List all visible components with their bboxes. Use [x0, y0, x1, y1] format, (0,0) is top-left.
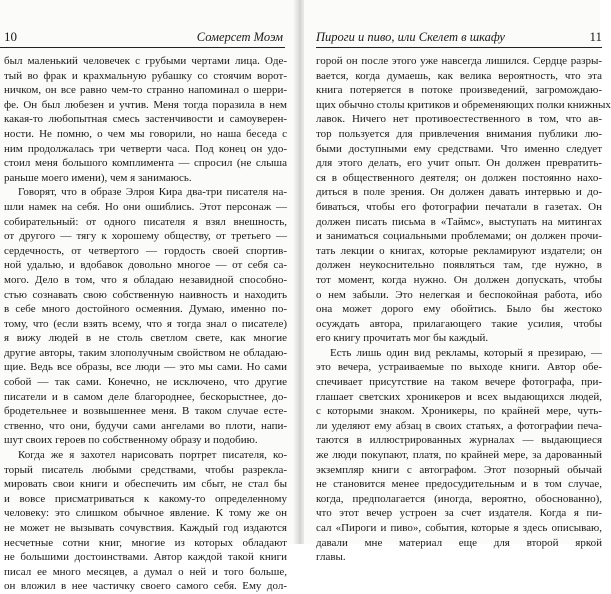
- text-line: что этот вечер устроен за счет издателя. Когда я пи-: [316, 507, 602, 520]
- text-line: диться в поле зрения. Он должен давать интервью и до-: [316, 186, 602, 199]
- left-page-number: 10: [4, 29, 17, 44]
- text-line: ной удалью, и вдобавок довольно многое — от себя са-: [4, 259, 287, 272]
- text-line: экземпляр книги с автографом. Этот позорный обычай: [316, 463, 602, 476]
- text-line: тор пользуется для привлечения внимания публики лю-: [316, 127, 602, 140]
- text-line: когда, предполагается (иногда, вероятно, обоснованно),: [316, 492, 602, 505]
- text-line: и заниматься социальными проблемами; он должен прочи-: [316, 230, 602, 243]
- right-page-number: 11: [589, 29, 602, 44]
- text-line: осуждать автора, прилагающего такие усилия, чтобы: [316, 317, 602, 330]
- text-line: несчетные сотни книг, многие из которых обладают: [4, 536, 287, 549]
- text-line: спечивает присутствие на таком вечере фотографа, при-: [316, 376, 602, 389]
- text-line: был маленький человечек с грубыми чертами лица. Оде-: [4, 55, 287, 67]
- text-line: ся в общественного деятеля; он должен постоянно нахо-: [316, 171, 602, 184]
- text-line: писал ее много месяцев, а думал о ней и того больше,: [4, 565, 287, 578]
- right-page-header: [316, 29, 602, 48]
- text-line: Когда же я захотел нарисовать портрет писателя, ко-: [18, 449, 287, 462]
- text-line: давали мне материал еще для второй яркой: [316, 536, 602, 549]
- text-line: другие авторы, таким злополучным свойством не обладаю-: [4, 346, 287, 359]
- text-line: мого. Дело в том, что я обладаю незавидной способно-: [4, 273, 287, 286]
- text-line: о нем забыли. Это нелегкая и беспокойная работа, ибо: [316, 288, 602, 301]
- text-line: собирательный: от одного писателя я взял внешность,: [4, 215, 287, 228]
- text-line: ственно, что они, будучи сами ангелами во плоти, напи-: [4, 419, 287, 432]
- text-line: тать лекции о книгах, которые рекламируют издатели; он: [316, 244, 602, 257]
- text-line: не большими достоинствами. Автор каждой такой книги: [4, 551, 287, 564]
- text-line: ничком, он все равно чем-то странно напоминал о шерри-: [4, 84, 287, 97]
- text-line: должен писать письма в «Таймс», выступать на митингах: [316, 215, 602, 228]
- text-line: он вложил в нее частичку своего самого себя. Ему дол-: [4, 580, 287, 593]
- text-line: книга потеряется в потоке произведений, загромождаю-: [316, 84, 602, 97]
- text-line: с которыми знаком. Хроникеры, по крайней мере, чуть-: [316, 405, 602, 418]
- text-line: сердечность, от четвертого — гордость своей спортив-: [4, 244, 287, 257]
- text-line: писатели и в самом деле благороднее, бескорыстнее, до-: [4, 390, 287, 403]
- text-line: шли намек на себя. Но они ошиблись. Этот персонаж —: [4, 200, 287, 213]
- text-line: щие. Ведь все образы, все люди — это мы сами. Но сами: [4, 361, 287, 374]
- text-line: фе. Он был любезен и учтив. Меня тогда поразила в нем: [4, 98, 287, 111]
- text-line: это вечера, устраиваемые по выходе книги. Автор обе-: [316, 361, 602, 374]
- text-line: главы.: [316, 551, 346, 564]
- text-line: ним продолжалась три четверти часа. Под конец он удо-: [4, 142, 287, 155]
- text-line: таются в иллюстрированных журналах — выдающиеся: [316, 434, 602, 447]
- text-line: какая-то любопытная смесь застенчивости и самоуверен-: [4, 113, 287, 126]
- text-line: сал «Пироги и пиво», события, которые я здесь описываю,: [316, 522, 602, 534]
- text-line: не может не вызывать сочувствия. Каждый год издаются: [4, 522, 287, 534]
- left-page-header: [0, 29, 285, 48]
- text-line: раньше моего имени), чем я занимаюсь.: [4, 171, 192, 184]
- left-running-title: Сомерсет Моэм: [196, 30, 283, 44]
- right-page: [304, 0, 611, 564]
- text-line: горой он после этого уже навсегда лишился. Сердце разры-: [316, 55, 602, 67]
- left-page: [0, 0, 296, 593]
- text-line: человеку: это слишком обычное явление. К тому же он: [4, 507, 287, 520]
- text-line: не становится менее предосудительным и в том случае,: [316, 478, 602, 491]
- right-running-title: Пироги и пиво, или Скелет в шкафу: [316, 30, 505, 44]
- text-line: биваться, чтобы его фотографии печатали в газетах. Он: [316, 200, 602, 213]
- text-line: от другого — тягу к хорошему обществу, от третьего —: [4, 230, 287, 243]
- text-line: его книгу прочитать мог бы каждый.: [316, 332, 489, 345]
- text-line: мировать свои книги и обеспечить им сбыт, не стал бы: [4, 478, 287, 491]
- text-line: же люди покупают, платя, по крайней мере, за дарованный: [316, 449, 602, 462]
- text-line: стоил меня большого комплимента — спросил (не слыша: [4, 157, 287, 170]
- text-line: вается, когда думаешь, как велика вероятность, что эта: [316, 69, 602, 82]
- text-line: тый во фрак и крахмальную рубашку со стоячим ворот-: [4, 69, 287, 82]
- text-line: щих обычно столы критиков и обременяющих полки книжных: [316, 98, 611, 111]
- right-page-body: [316, 54, 611, 565]
- text-line: Говорят, что в образе Элроя Кира два-три писателя на-: [18, 186, 287, 199]
- text-line: быми доступными ему средствами. Что именно следует: [316, 142, 602, 155]
- text-line: собой — так сами. Конечно, не исключено, что другие: [4, 376, 287, 389]
- text-line: Есть лишь один вид рекламы, который я презираю, —: [330, 346, 602, 359]
- text-line: глашает светских хроникеров и всех выдающихся людей,: [316, 390, 602, 403]
- text-line: и вовсе присматриваться к какому-то определенному: [4, 492, 287, 505]
- text-line: торый писатель любыми средствами, чтобы разрекла-: [4, 463, 287, 476]
- text-line: шут своих героев по собственному образу и подобию.: [4, 434, 258, 447]
- text-line: бродетельнее и возвышеннее меня. В таком случае есте-: [4, 405, 287, 418]
- text-line: для этого делать, его учит опыт. Он должен превратить-: [316, 157, 602, 170]
- text-line: ли уделяют ему абзац в своих статьях, а фотографии печа-: [316, 419, 602, 432]
- text-line: в себе много достойного осмеяния. Думаю, именно по-: [4, 303, 287, 316]
- text-line: я вижу людей в не столь светлом свете, как многие: [4, 332, 287, 345]
- text-line: тому, что (если взять всему, что я тогда знал о писателе): [4, 317, 287, 330]
- text-line: тот момент, когда нужно. Он должен допускать, чтобы: [316, 273, 602, 286]
- left-page-body: [4, 54, 287, 594]
- text-line: стью сознавать свою собственную наивность и находить: [4, 288, 287, 301]
- text-line: она может дорого ему обойтись. Было бы жестоко: [316, 303, 602, 316]
- text-line: должен неукоснительно появляться там, где нужно, в: [316, 259, 602, 272]
- text-line: лавок. Ничего нет противоестественного в том, что ав-: [316, 113, 602, 126]
- text-line: ности. Не помню, о чем мы говорили, но наша беседа с: [4, 127, 287, 140]
